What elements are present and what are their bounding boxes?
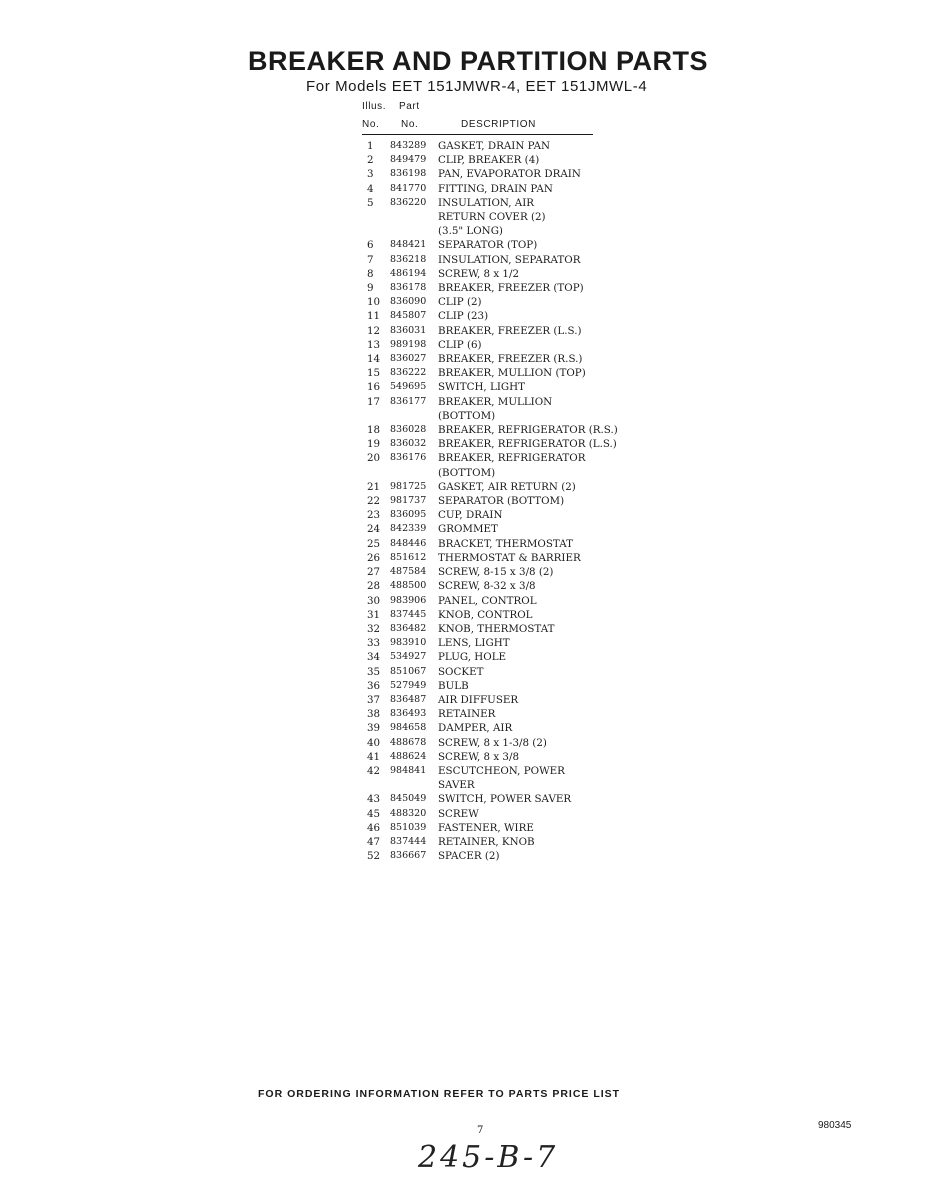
illus-number: 42 [367, 764, 381, 777]
illus-number: 47 [367, 835, 381, 848]
part-number: 836031 [390, 324, 427, 336]
part-number: 486194 [390, 267, 427, 279]
part-number: 981725 [390, 480, 427, 492]
illus-number: 15 [367, 367, 381, 380]
table-row [362, 139, 628, 153]
table-row [362, 423, 628, 437]
illus-number: 30 [367, 594, 381, 607]
table-row [362, 338, 628, 352]
part-number: 836028 [390, 424, 427, 436]
part-number: 842339 [390, 523, 427, 535]
part-description: BREAKER, FREEZER (L.S.) [438, 324, 582, 337]
table-row [362, 395, 628, 423]
header-part: Part [399, 101, 420, 112]
part-description: SCREW, 8-32 x 3/8 [438, 580, 536, 593]
illus-number: 26 [367, 551, 381, 564]
part-number: 527949 [390, 679, 427, 691]
part-number: 845049 [390, 793, 427, 805]
illus-number: 46 [367, 821, 381, 834]
illus-number: 45 [367, 807, 381, 820]
table-row [362, 721, 628, 735]
part-number: 549695 [390, 381, 427, 393]
illus-number: 21 [367, 480, 381, 493]
illus-number: 25 [367, 537, 381, 550]
illus-number: 6 [367, 239, 374, 252]
document-number: 980345 [818, 1120, 852, 1131]
part-number: 851612 [390, 551, 427, 563]
illus-number: 8 [367, 267, 374, 280]
part-description: BREAKER, REFRIGERATOR (L.S.) [438, 438, 617, 451]
part-description: LENS, LIGHT [438, 637, 510, 650]
part-number: 836487 [390, 693, 427, 705]
table-row [362, 366, 628, 380]
part-description: SEPARATOR (TOP) [438, 239, 538, 252]
part-description: RETAINER [438, 708, 496, 721]
part-description: SCREW, 8 x 1-3/8 (2) [438, 736, 547, 749]
illus-number: 32 [367, 622, 381, 635]
header-divider [362, 134, 593, 135]
illus-number: 16 [367, 381, 381, 394]
part-number: 488500 [390, 580, 427, 592]
table-row [362, 253, 628, 267]
part-description: PANEL, CONTROL [438, 594, 537, 607]
part-number: 843289 [390, 140, 427, 151]
part-description: SEPARATOR (BOTTOM) [438, 495, 565, 508]
table-row [362, 650, 628, 664]
illus-number: 12 [367, 324, 381, 337]
part-number: 848421 [390, 239, 427, 251]
illus-number: 39 [367, 722, 381, 735]
header-description: DESCRIPTION [461, 119, 536, 130]
illus-number: 5 [367, 196, 374, 209]
table-row [362, 849, 628, 863]
part-number: 983906 [390, 594, 427, 606]
handwritten-note: 245-B-7 [418, 1140, 559, 1175]
part-description: DAMPER, AIR [438, 722, 513, 735]
header-illus: Illus. [362, 101, 387, 112]
page-number: 7 [477, 1125, 484, 1136]
part-description: RETAINER, KNOB [438, 835, 535, 848]
illus-number: 35 [367, 665, 381, 678]
part-number: 836198 [390, 168, 427, 180]
part-number: 836220 [390, 196, 427, 208]
illus-number: 20 [367, 452, 381, 465]
part-number: 981737 [390, 495, 427, 507]
part-description: FITTING, DRAIN PAN [438, 182, 553, 195]
table-row [362, 764, 628, 792]
table-row [362, 579, 628, 593]
table-row [362, 295, 628, 309]
part-description: SCREW, 8 x 1/2 [438, 267, 520, 280]
table-row [362, 792, 628, 806]
illus-number: 13 [367, 338, 381, 351]
part-description: CLIP, BREAKER (4) [438, 154, 540, 167]
table-row [362, 693, 628, 707]
part-description: GASKET, DRAIN PAN [438, 140, 551, 152]
table-row [362, 636, 628, 650]
part-description: CLIP (23) [438, 310, 489, 323]
part-number: 836178 [390, 282, 427, 294]
part-description: KNOB, CONTROL [438, 608, 533, 621]
table-row [362, 182, 628, 196]
table-row [362, 153, 628, 167]
part-description: SPACER (2) [438, 850, 500, 863]
table-row [362, 835, 628, 849]
illus-number: 19 [367, 438, 381, 451]
illus-number: 31 [367, 608, 381, 621]
part-number: 851039 [390, 821, 427, 833]
illus-number: 41 [367, 750, 381, 763]
part-number: 836482 [390, 622, 427, 634]
illus-number: 28 [367, 580, 381, 593]
part-description: PLUG, HOLE [438, 651, 507, 664]
part-number: 836176 [390, 452, 427, 464]
part-description: KNOB, THERMOSTAT [438, 622, 555, 635]
table-row [362, 807, 628, 821]
table-row [362, 679, 628, 693]
illus-number: 3 [367, 168, 374, 181]
part-description: INSULATION, AIR RETURN COVER (2) (3.5" LONG) [438, 196, 546, 238]
illus-number: 38 [367, 708, 381, 721]
table-row [362, 821, 628, 835]
header-illus-no: No. [362, 119, 380, 130]
illus-number: 9 [367, 282, 374, 295]
part-number: 488320 [390, 807, 427, 819]
table-row [362, 522, 628, 536]
part-number: 848446 [390, 537, 427, 549]
illus-number: 17 [367, 395, 381, 408]
part-description: SCREW, 8-15 x 3/8 (2) [438, 566, 554, 579]
part-description: CUP, DRAIN [438, 509, 503, 522]
part-description: GROMMET [438, 523, 498, 536]
table-row [362, 238, 628, 252]
illus-number: 43 [367, 793, 381, 806]
illus-number: 2 [367, 154, 374, 167]
part-number: 836095 [390, 509, 427, 521]
part-description: SCREW, 8 x 3/8 [438, 750, 520, 763]
table-row [362, 352, 628, 366]
table-row [362, 565, 628, 579]
illus-number: 23 [367, 509, 381, 522]
part-description: BREAKER, FREEZER (TOP) [438, 282, 584, 295]
part-description: AIR DIFFUSER [438, 693, 519, 706]
illus-number: 1 [367, 140, 374, 152]
part-description: SOCKET [438, 665, 484, 678]
illus-number: 22 [367, 495, 381, 508]
page-subtitle: For Models EET 151JMWR-4, EET 151JMWL-4 [306, 78, 648, 95]
table-row [362, 594, 628, 608]
illus-number: 10 [367, 296, 381, 309]
part-description: BREAKER, MULLION (BOTTOM) [438, 395, 553, 422]
part-number: 487584 [390, 566, 427, 578]
table-row [362, 167, 628, 181]
table-row [362, 196, 628, 239]
part-number: 983910 [390, 637, 427, 649]
table-row [362, 380, 628, 394]
part-number: 488624 [390, 750, 427, 762]
part-description: BRACKET, THERMOSTAT [438, 537, 573, 550]
part-description: SWITCH, POWER SAVER [438, 793, 572, 806]
illus-number: 36 [367, 679, 381, 692]
part-number: 836218 [390, 253, 427, 265]
part-number: 836090 [390, 296, 427, 308]
part-description: CLIP (2) [438, 296, 482, 309]
part-number: 836222 [390, 367, 427, 379]
part-description: FASTENER, WIRE [438, 821, 534, 834]
part-number: 836667 [390, 850, 427, 862]
part-description: BULB [438, 679, 469, 692]
table-row [362, 750, 628, 764]
part-number: 836032 [390, 438, 427, 450]
parts-table [362, 139, 628, 863]
part-number: 836177 [390, 395, 427, 407]
part-number: 837445 [390, 608, 427, 620]
table-row [362, 451, 628, 479]
part-description: BREAKER, MULLION (TOP) [438, 367, 586, 380]
table-row [362, 480, 628, 494]
part-number: 836027 [390, 353, 427, 365]
illus-number: 33 [367, 637, 381, 650]
part-description: BREAKER, FREEZER (R.S.) [438, 353, 583, 366]
table-row [362, 324, 628, 338]
part-description: ESCUTCHEON, POWER SAVER [438, 764, 565, 792]
illus-number: 37 [367, 693, 381, 706]
part-description: SWITCH, LIGHT [438, 381, 525, 394]
header-part-no: No. [401, 119, 419, 130]
part-number: 851067 [390, 665, 427, 677]
part-description: GASKET, AIR RETURN (2) [438, 480, 576, 493]
part-description: PAN, EVAPORATOR DRAIN [438, 168, 581, 181]
table-row [362, 309, 628, 323]
illus-number: 34 [367, 651, 381, 664]
table-row [362, 707, 628, 721]
table-row [362, 537, 628, 551]
table-row [362, 508, 628, 522]
part-description: BREAKER, REFRIGERATOR (R.S.) [438, 424, 618, 437]
part-number: 984658 [390, 722, 427, 734]
illus-number: 24 [367, 523, 381, 536]
part-number: 849479 [390, 154, 427, 166]
table-row [362, 281, 628, 295]
part-number: 488678 [390, 736, 427, 748]
illus-number: 4 [367, 182, 374, 195]
part-number: 836493 [390, 708, 427, 720]
part-description: BREAKER, REFRIGERATOR (BOTTOM) [438, 452, 586, 479]
illus-number: 18 [367, 424, 381, 437]
table-row [362, 665, 628, 679]
illus-number: 7 [367, 253, 374, 266]
table-row [362, 608, 628, 622]
illus-number: 14 [367, 353, 381, 366]
part-number: 845807 [390, 310, 427, 322]
ordering-note: FOR ORDERING INFORMATION REFER TO PARTS PRICE LIST [258, 1088, 621, 1100]
part-description: SCREW [438, 807, 479, 820]
part-description: THERMOSTAT & BARRIER [438, 551, 581, 564]
illus-number: 11 [367, 310, 381, 323]
illus-number: 52 [367, 850, 381, 863]
table-row [362, 736, 628, 750]
part-description: CLIP (6) [438, 338, 482, 351]
table-row [362, 267, 628, 281]
page-title: BREAKER AND PARTITION PARTS [248, 46, 709, 76]
part-number: 837444 [390, 835, 427, 847]
table-row [362, 551, 628, 565]
part-number: 534927 [390, 651, 427, 663]
table-row [362, 437, 628, 451]
part-description: INSULATION, SEPARATOR [438, 253, 581, 266]
illus-number: 27 [367, 566, 381, 579]
part-number: 989198 [390, 338, 427, 350]
part-number: 841770 [390, 182, 427, 194]
table-row [362, 494, 628, 508]
part-number: 984841 [390, 764, 427, 776]
table-row [362, 622, 628, 636]
illus-number: 40 [367, 736, 381, 749]
